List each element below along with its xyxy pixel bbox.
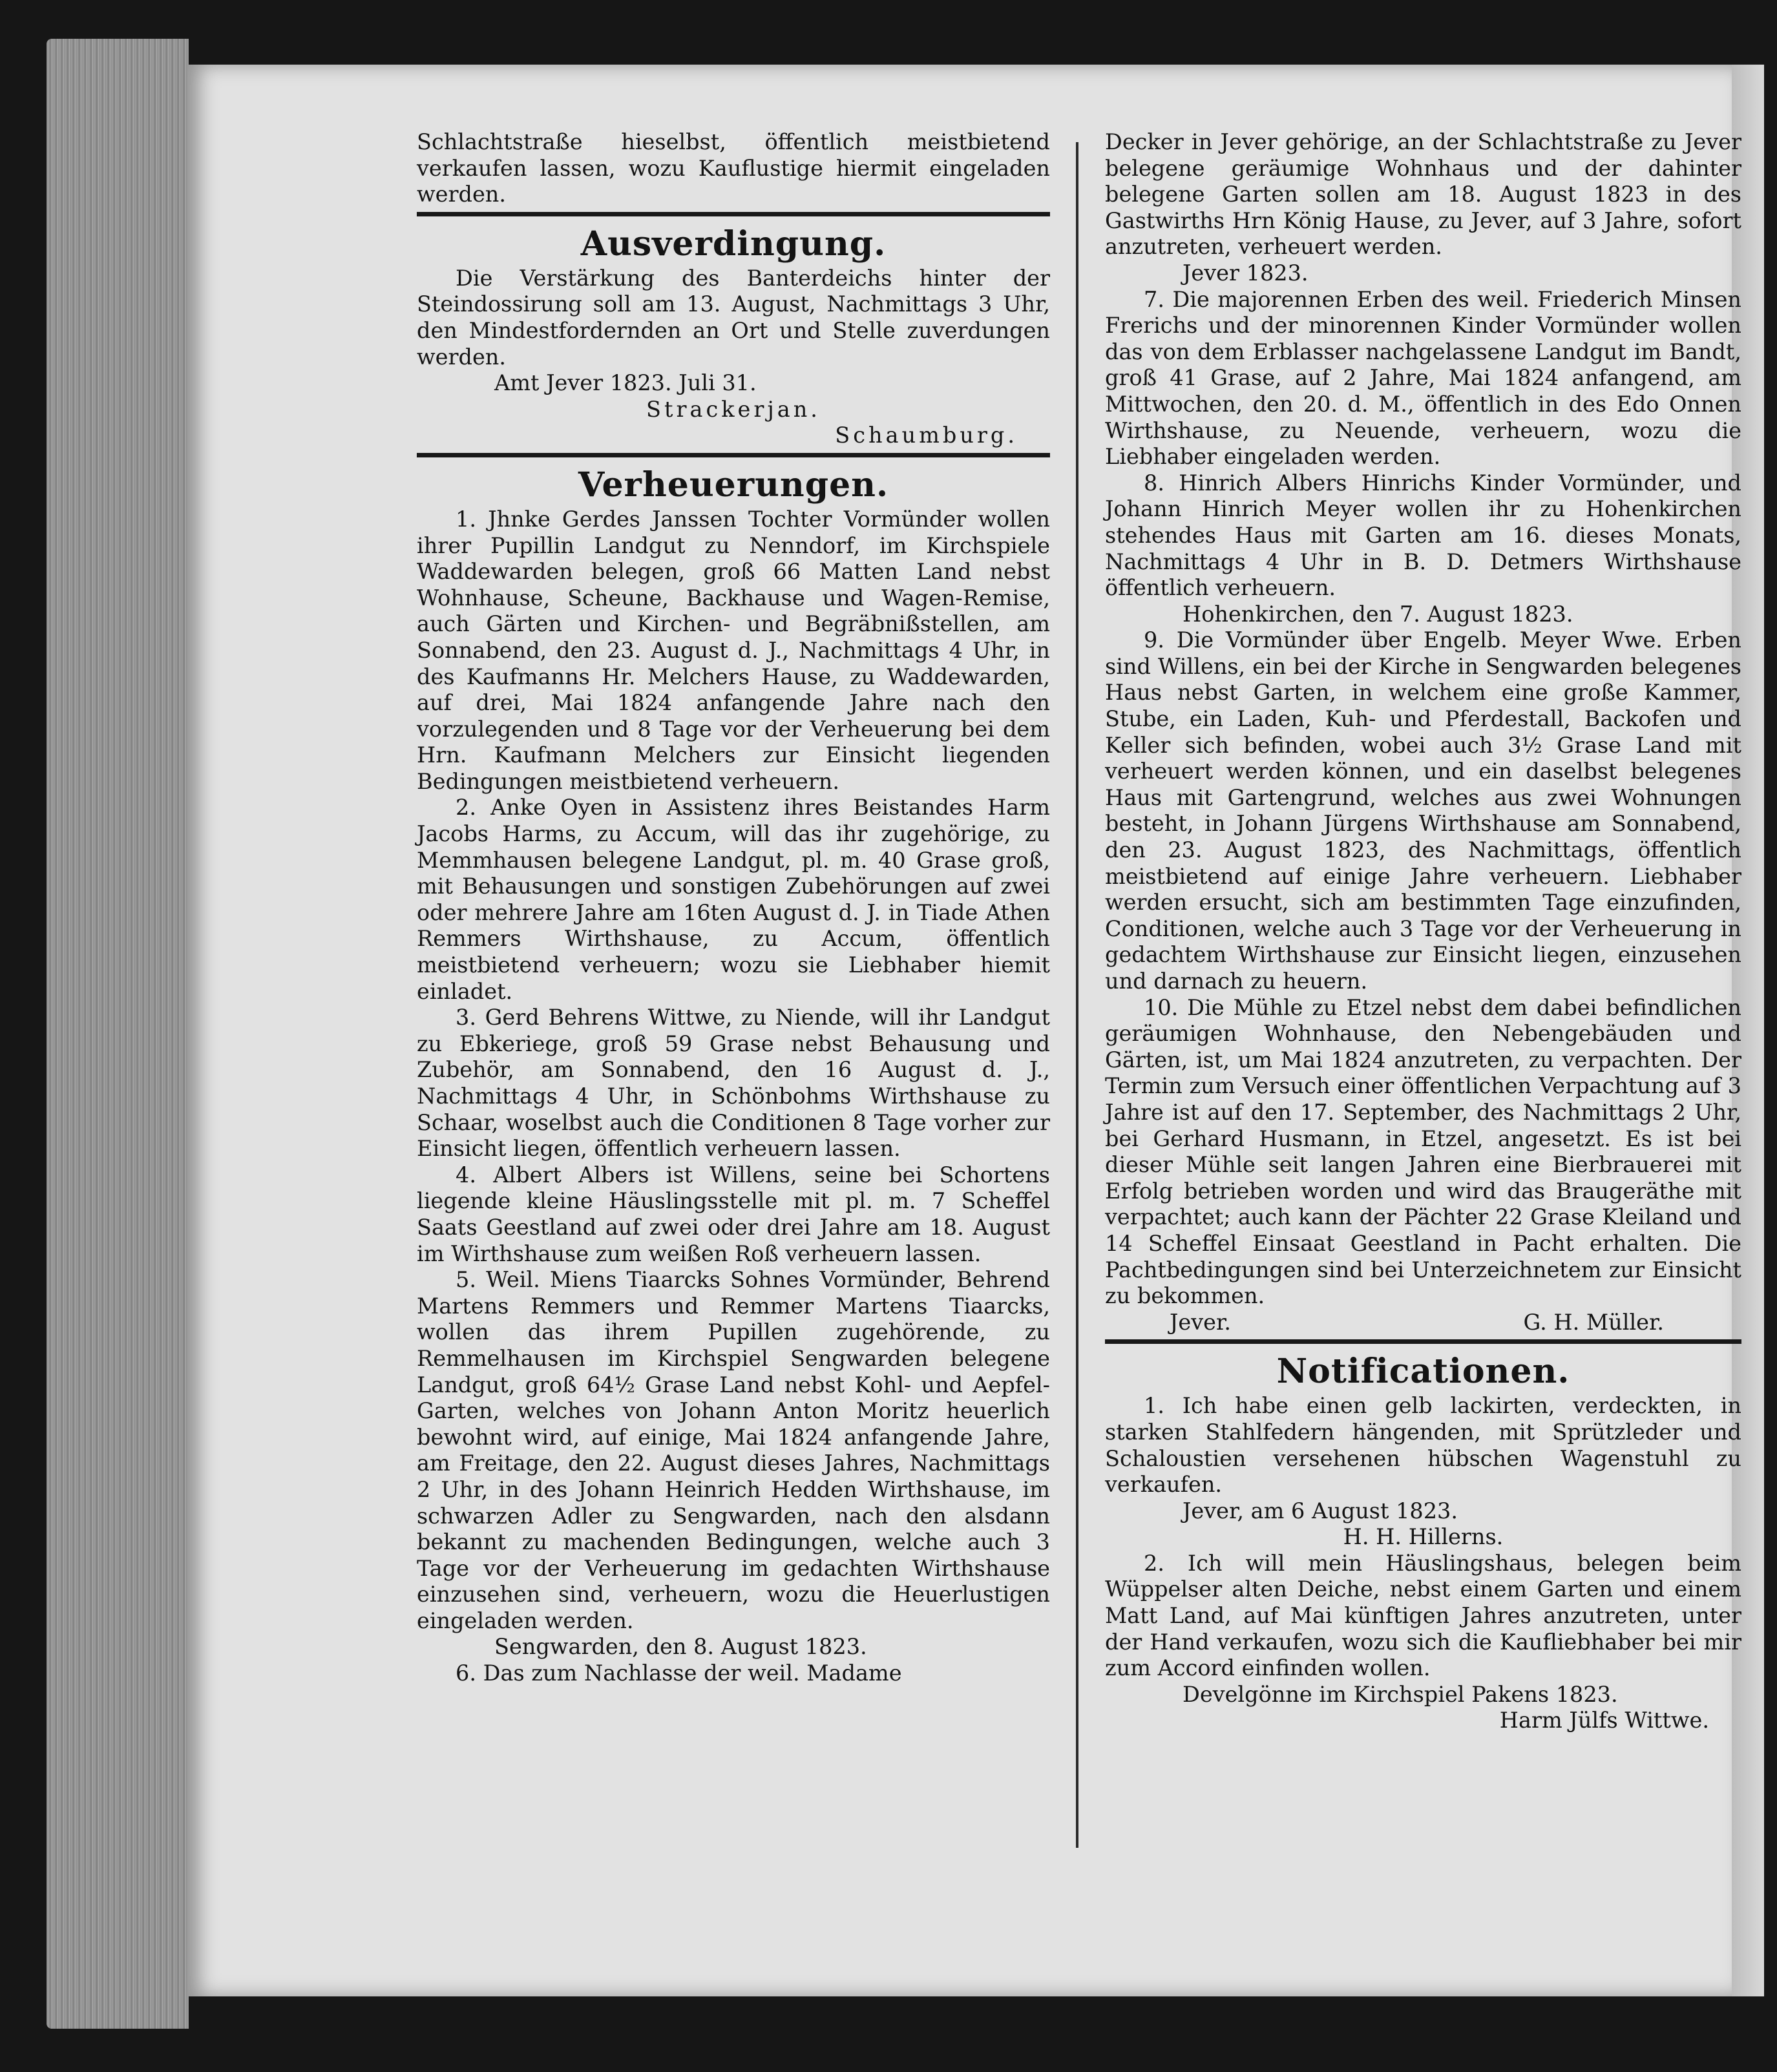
ausverdingung-place-date: Amt Jever 1823. Juli 31. (494, 370, 757, 396)
section-rule (1105, 1339, 1741, 1344)
notice-item-2: 2. Anke Oyen in Assistenz ihres Beistandes Harm Jacobs Harms, zu Accum, will das ihr zugehörige, zu Memmhausen belegene Landgut, pl. m. 40 Grase groß, mit Behausungen und sonstigen Zubehörungen auf zwei oder mehrere Jahre am 16ten August d. J. in Tiade Athen Remmers Wirthshause, zu Accum, öffentlich meistbietend verheuern; wozu sie Liebhaber hiemit einladet. (417, 795, 1050, 1004)
notification-item-1-place-date: Jever, am 6 August 1823. (1183, 1498, 1458, 1523)
right-column (1105, 129, 1741, 1734)
notice-item-6-continued: Decker in Jever gehörige, an der Schlachtstraße zu Jever belegene geräumige Wohnhaus und der dahinter belegene Garten sollen am 18. August 1823 in des Gastwirths Hrn König Hause, zu Jever, auf 3 Jahre, sofort anzutreten, verheuert werden. (1105, 129, 1741, 260)
notice-item-8-place-date: Hohenkirchen, den 7. August 1823. (1183, 601, 1573, 627)
verheuerungen-heading: Verheuerungen. (578, 465, 889, 505)
left-column (417, 129, 1050, 1687)
ausverdingung-heading: Ausverdingung. (580, 224, 887, 264)
signature-strackerjan: Strackerjan. (646, 396, 821, 422)
notice-item-4: 4. Albert Albers ist Willens, seine bei Schortens liegende kleine Häuslingsstelle mit pl. m. 7 Scheffel Saats Geestland auf zwei oder drei Jahre am 18. August im Wirthshause zum weißen Roß verheuern lassen. (417, 1162, 1050, 1266)
notice-item-5: 5. Weil. Miens Tiaarcks Sohnes Vormünder, Behrend Martens Remmers und Remmer Martens Tiaarcks, wollen das ihrem Pupillen zugehörende, zu Remmelhausen im Kirchspiel Sengwarden belegene Landgut, groß 64½ Grase Land nebst Kohl- und Aepfel-Garten, welches von Johann Anton Moritz heuerlich bewohnt wird, auf einige, Mai 1824 anfangende Jahre, am Freitage, den 22. August dieses Jahres, Nachmittags 2 Uhr, in des Johann Heinrich Hedden Wirthshause, im schwarzen Adler zu Sengwarden, nach den alsdann bekannt zu machenden Bedingungen, welche auch 3 Tage vor der Verheuerung im gedachten Wirthshause einzusehen sind, verheuern, wozu die Heuerlustigen eingeladen werden. (417, 1267, 1050, 1633)
intro-text: Schlachtstraße hieselbst, öffentlich meistbietend verkaufen lassen, wozu Kauflustige hiermit eingeladen werden. (417, 129, 1050, 207)
notification-item-1-signature: H. H. Hillerns. (1343, 1524, 1504, 1550)
notice-item-8: 8. Hinrich Albers Hinrichs Kinder Vormünder, und Johann Hinrich Meyer wollen ihr zu Hohenkirchen stehendes Haus mit Garten am 16. dieses Monats, Nachmittags 4 Uhr in B. D. Detmers Wirthshause öffentlich verheuern. (1105, 470, 1741, 601)
notice-item-10-place: Jever. (1170, 1309, 1231, 1335)
ausverdingung-body: Die Verstärkung des Banterdeichs hinter der Steindossirung soll am 13. August, Nachmittags 3 Uhr, den Mindestfordernden an Ort und Stelle zuverdungen werden. (417, 265, 1050, 370)
notice-item-10-footer (1105, 1310, 1741, 1336)
notice-item-9: 9. Die Vormünder über Engelb. Meyer Wwe. Erben sind Willens, ein bei der Kirche in Sengwarden belegenes Haus nebst Garten, in welchem eine große Kammer, Stube, ein Laden, Kuh- und Pferdestall, Backofen und Keller sich befinden, wobei auch 3½ Grase Land mit verheuert werden können, und ein daselbst belegenes Haus mit Gartengrund, welches aus zwei Wohnungen besteht, in Johann Jürgens Wirthshause am Sonnabend, den 23. August 1823, des Nachmittags, öffentlich meistbietend auf einige Jahre verheuern. Liebhaber werden ersucht, sich am bestimmten Tage einzufinden, Conditionen, welche auch 3 Tage vor der Verheuerung in gedachtem Wirthshause zur Einsicht liegen, einzusehen und darnach zu heuern. (1105, 627, 1741, 994)
notice-item-3: 3. Gerd Behrens Wittwe, zu Niende, will ihr Landgut zu Ebkeriege, groß 59 Grase nebst Behausung und Zubehör, am Sonnabend, den 16 August d. J., Nachmittags 4 Uhr, in Schönbohms Wirthshause zu Schaar, woselbst auch die Conditionen 8 Tage vorher zur Einsicht liegen, öffentlich verheuern lassen. (417, 1005, 1050, 1162)
signature-schaumburg: Schaumburg. (835, 423, 1018, 448)
column-divider (1076, 142, 1078, 1848)
notification-item-1: 1. Ich habe einen gelb lackirten, verdeckten, in starken Stahlfedern hängenden, mit Sprützleder und Schaloustien versehenen hübschen Wagenstuhl zu verkaufen. (1105, 1393, 1741, 1498)
notice-item-5-place-date: Sengwarden, den 8. August 1823. (494, 1634, 867, 1660)
notice-item-10: 10. Die Mühle zu Etzel nebst dem dabei befindlichen geräumigen Wohnhause, den Nebengebäuden und Gärten, ist, um Mai 1824 anzutreten, zu verpachten. Der Termin zum Versuch einer öffentlichen Verpachtung auf 3 Jahre ist auf den 17. September, des Nachmittags 2 Uhr, bei Gerhard Husmann, in Etzel, angesetzt. Es ist bei dieser Mühle seit langen Jahren eine Bierbrauerei mit Erfolg betrieben worden und wird das Braugeräthe mit verpachtet; auch kann der Pächter 22 Grase Kleiland und 14 Scheffel Einsaat Geestland in Pacht erhalten. Die Pachtbedingungen sind bei Unterzeichnetem zur Einsicht zu bekommen. (1105, 994, 1741, 1309)
notice-item-1: 1. Jhnke Gerdes Janssen Tochter Vormünder wollen ihrer Pupillin Landgut zu Nenndorf, im Kirchspiele Waddewarden belegen, groß 66 Matten Land nebst Wohnhause, Scheune, Backhause und Wagen-Remise, auch Gärten und Kirchen- und Begräbnißstellen, am Sonnabend, den 23. August d. J., Nachmittags 4 Uhr, in des Kaufmanns Hr. Melchers Hause, zu Waddewarden, auf drei, Mai 1824 anfangende Jahre nach den vorzulegenden und 8 Tage vor der Verheuerung bei dem Hrn. Kaufmann Melchers zur Einsicht liegenden Bedingungen meistbietend verheuern. (417, 506, 1050, 794)
notification-item-2-signature: Harm Jülfs Wittwe. (1499, 1708, 1709, 1733)
notification-item-2: 2. Ich will mein Häuslingshaus, belegen beim Wüppelser alten Deiche, nebst einem Garten und einem Matt Land, auf Mai künftigen Jahres anzutreten, unter der Hand verkaufen, wozu sich die Kaufliebhaber bei mir zum Accord einfinden wollen. (1105, 1550, 1741, 1681)
book-page-edges (47, 39, 189, 2029)
section-rule (417, 212, 1050, 216)
notification-item-2-place-date: Develgönne im Kirchspiel Pakens 1823. (1183, 1681, 1618, 1707)
notice-item-10-signature: G. H. Müller. (1523, 1309, 1664, 1335)
notice-item-7: 7. Die majorennen Erben des weil. Friederich Minsen Frerichs und der minorennen Kinder Vormünder wollen das von dem Erblasser nachgelassene Landgut im Bandt, groß 41 Grase, auf 2 Jahre, Mai 1824 anfangend, am Mittwochen, den 20. d. M., öffentlich in des Edo Onnen Wirthshause, zu Neuende, verheuern, wozu die Liebhaber eingeladen werden. (1105, 286, 1741, 470)
notificationen-heading: Notificationen. (1276, 1352, 1570, 1392)
notice-item-6-place-date: Jever 1823. (1183, 260, 1309, 286)
notice-item-6-start: 6. Das zum Nachlasse der weil. Madame (456, 1660, 902, 1686)
section-rule (417, 453, 1050, 457)
